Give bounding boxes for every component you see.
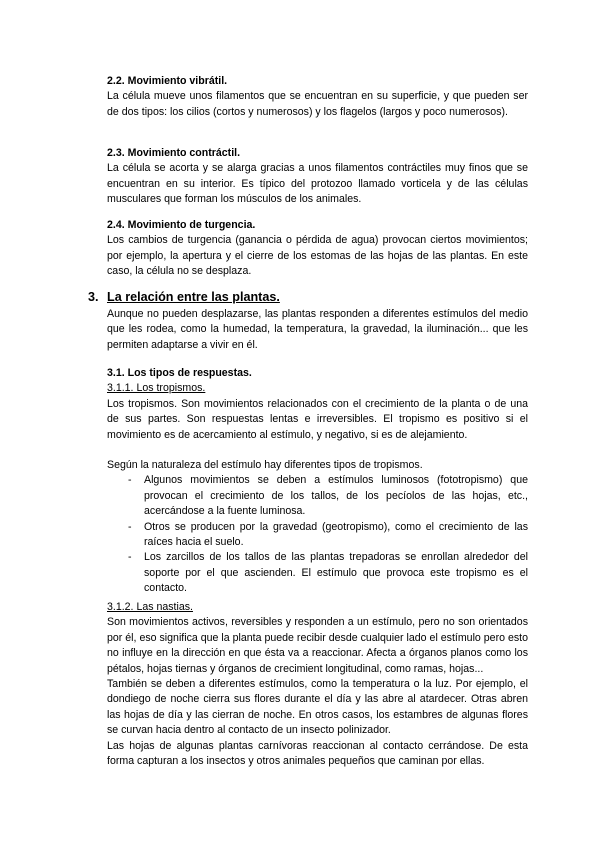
list-item-text: Los zarcillos de los tallos de las plantas trepadoras se enrollan alrededor del soporte por el que ascienden. El estímulo que provoca este tropismo es el contacto. [144,551,528,595]
list-item-text: Algunos movimientos se deben a estímulos luminosos (fototropismo) que provocan el crecimiento de los tallos, de los pecíolos de las hojas, etc., acercándose a la fuente luminosa. [144,474,528,518]
section-3-number: 3. [88,290,99,304]
tropism-list [107,473,528,596]
paragraph-2-4: Los cambios de turgencia (ganancia o pérdida de agua) provocan ciertos movimientos; por ejemplo, la apertura y el cierre de los estomas de las hojas de las plantas. En este caso, la célula no se desplaza. [107,234,528,278]
nastias-paragraph-1: Son movimientos activos, reversibles y responden a un estímulo, pero no son orientados por él, eso significa que la planta puede recibir desde cualquier lado el estímulo pero esto no influye en la dirección en que ésta va a reaccionar. Afecta a órganos planos como los pétalos, hojas tiernas y órganos de crecimient longitudinal, como ramas, hojas... [107,616,528,675]
tropism-intro: Según la naturaleza del estímulo hay diferentes tipos de tropismos. [107,459,423,472]
dash-marker: - [128,474,132,487]
dash-marker: - [128,551,132,564]
heading-3-1: 3.1. Los tipos de respuestas. [107,367,252,379]
section-3-1-2 [107,600,528,769]
list-item-text: Otros se producen por la gravedad (geotropismo), como el crecimiento de las raíces hacia el suelo. [144,520,528,549]
section-2-4 [107,218,528,280]
section-3-1 [107,366,528,597]
heading-2-2: 2.2. Movimiento vibrátil. [107,75,228,87]
section-3-title-text: La relación entre las plantas. [107,290,280,304]
section-2-2 [107,74,528,120]
subheading-3-1-1: 3.1.1. Los tropismos. [107,382,206,395]
list-item [107,473,528,519]
heading-2-3: 2.3. Movimiento contráctil. [107,147,241,159]
section-3-title [88,290,280,304]
nastias-paragraph-3: Las hojas de algunas plantas carnívoras reaccionan al contacto cerrándose. De esta forma capturan a los insectos y otros animales pequeños que caminan por ellas. [107,739,528,768]
paragraph-2-3: La célula se acorta y se alarga gracias a unos filamentos contráctiles muy finos que se encuentran en su interior. Es típico del protozoo llamado vorticela y de las células musculares que forman los músculos de los animales. [107,162,528,206]
list-item [107,550,528,596]
section-3-intro [107,307,528,353]
dash-marker: - [128,520,132,533]
paragraph-3-1-1: Los tropismos. Son movimientos relacionados con el crecimiento de la planta o de una de sus partes. Son respuestas lentas e irreversibles. El tropismo es positivo si el movimiento es de acercamiento al estímulo, y negativo, si es de alejamiento. [107,397,528,441]
nastias-paragraph-2: También se deben a diferentes estímulos, como la temperatura o la luz. Por ejemplo, el dondiego de noche cierra sus flores durante el día y las abre al atardecer. Otras abren las hojas de día y las cierran de noche. En otros casos, los estambres de algunas flores se curvan hacia dentro al contacto de un insecto polinizador. [107,678,528,737]
paragraph-3: Aunque no pueden desplazarse, las plantas responden a diferentes estímulos del medio que les rodea, como la humedad, la temperatura, la gravedad, la iluminación... que les permiten adaptarse a vivir en él. [107,308,528,351]
section-2-3 [107,146,528,208]
paragraph-2-2: La célula mueve unos filamentos que se encuentran en su superficie, y que pueden ser de dos tipos: los cilios (cortos y numerosos) y los flagelos (largos y poco numerosos). [107,90,528,118]
heading-2-4: 2.4. Movimiento de turgencia. [107,219,256,231]
subheading-3-1-2: 3.1.2. Las nastias. [107,601,193,613]
list-item [107,520,528,551]
